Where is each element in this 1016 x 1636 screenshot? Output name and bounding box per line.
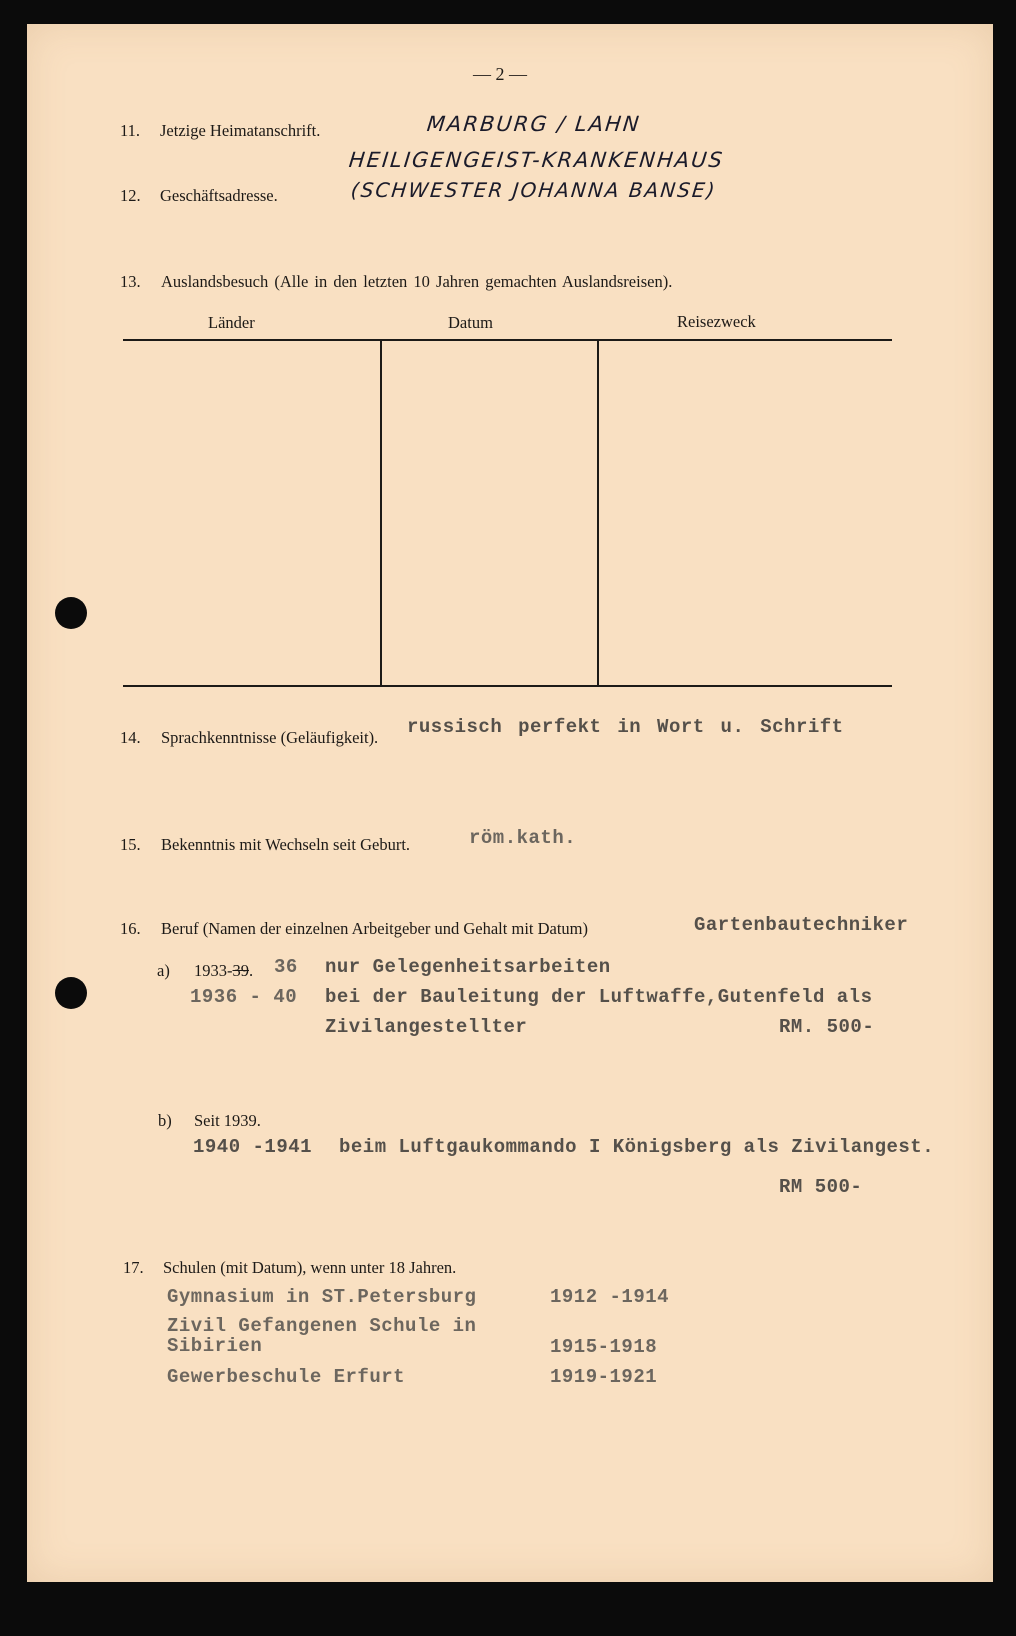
q16b-years: 1940 -1941	[193, 1136, 313, 1158]
q14-number: 14.	[120, 728, 141, 747]
school-years: 1915-1918	[550, 1336, 658, 1358]
q16a-entry1: nur Gelegenheitsarbeiten	[325, 956, 611, 978]
q12-answer-line2: (SCHWESTER JOHANNA BANSE)	[349, 178, 718, 202]
table-column-divider	[380, 341, 382, 685]
q13-number: 13.	[120, 272, 141, 291]
q14-label: Sprachkenntnisse (Geläufigkeit).	[161, 728, 379, 747]
school-years: 1919-1921	[550, 1366, 658, 1388]
school-name: Zivil Gefangenen Schule in Sibirien	[167, 1315, 477, 1357]
q16-label: Beruf (Namen der einzelnen Arbeitgeber und Gehalt mit Datum)	[161, 919, 589, 938]
q16a-period-dot: .	[249, 961, 254, 980]
q17-label: Schulen (mit Datum), wenn unter 18 Jahren.	[163, 1258, 457, 1277]
school-name: Gewerbeschule Erfurt	[167, 1366, 406, 1388]
q16a-entry3: Zivilangestellter	[325, 1016, 528, 1038]
q16b-period: Seit 1939.	[194, 1111, 261, 1130]
table-column-divider	[597, 341, 599, 685]
q16a-period-typed: 36	[274, 956, 298, 978]
q17-number: 17.	[123, 1258, 144, 1277]
q16a-period-struck: 39	[232, 961, 249, 980]
q16a-period	[194, 961, 253, 981]
q15-label: Bekenntnis mit Wechseln seit Geburt.	[161, 835, 411, 854]
q16a-salary: RM. 500-	[779, 1016, 875, 1038]
q16a-years2: 1936 - 40	[190, 986, 298, 1008]
q16a-marker: a)	[157, 961, 170, 980]
punch-hole	[55, 977, 87, 1009]
q13-label: Auslandsbesuch (Alle in den letzten 10 Jahren gemachten Auslandsreisen).	[161, 272, 673, 291]
q16b-salary: RM 500-	[779, 1176, 863, 1198]
q15-answer: röm.kath.	[469, 827, 577, 849]
q11-number: 11.	[120, 121, 141, 140]
q12-label: Geschäftsadresse.	[160, 186, 278, 205]
q16a-entry2: bei der Bauleitung der Luftwaffe,Gutenfeld als	[325, 986, 873, 1008]
q12-answer-line1: HEILIGENGEIST-KRANKENHAUS	[347, 148, 726, 172]
q11-label: Jetzige Heimatanschrift.	[160, 121, 321, 140]
q16-number: 16.	[120, 919, 141, 938]
table-bottom-rule	[123, 685, 892, 687]
q11-answer: MARBURG / LAHN	[425, 112, 642, 136]
table-top-rule	[123, 339, 892, 341]
page-number: — 2 —	[473, 64, 527, 84]
document-page	[27, 24, 993, 1582]
q16a-period-prefix: 1933-	[194, 961, 233, 980]
q14-answer: russisch perfekt in Wort u. Schrift	[407, 716, 844, 738]
q12-number: 12.	[120, 186, 141, 205]
school-name: Gymnasium in ST.Petersburg	[167, 1286, 477, 1308]
q16b-marker: b)	[158, 1111, 172, 1130]
q16-answer: Gartenbautechniker	[694, 914, 909, 936]
table-header-reisezweck: Reisezweck	[677, 312, 756, 331]
table-header-datum: Datum	[448, 313, 493, 332]
school-years: 1912 -1914	[550, 1286, 670, 1308]
q15-number: 15.	[120, 835, 141, 854]
punch-hole	[55, 597, 87, 629]
table-header-laender: Länder	[208, 313, 255, 332]
q16b-entry: beim Luftgaukommando I Königsberg als Zivilangest.	[339, 1136, 935, 1158]
